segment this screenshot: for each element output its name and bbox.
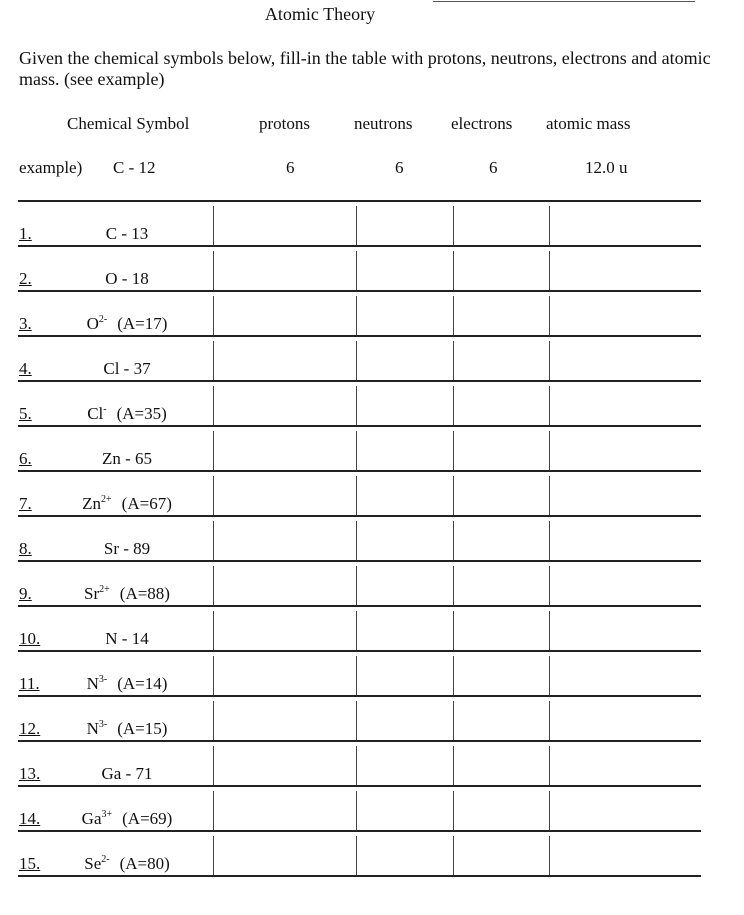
answer-cell-divider	[356, 341, 357, 380]
answer-cell-divider	[549, 746, 550, 785]
answer-cell-divider	[549, 476, 550, 515]
answer-cell-divider	[453, 611, 454, 650]
row-rule	[18, 560, 701, 562]
answer-cell-divider	[549, 431, 550, 470]
answer-cell-divider	[549, 791, 550, 830]
element-text: Sr - 89	[103, 539, 151, 558]
row-rule	[18, 515, 701, 517]
ion-charge: 2-	[101, 854, 110, 865]
row-number-text: 9.	[19, 584, 32, 603]
row-rule	[18, 425, 701, 427]
element-text: C - 13	[105, 224, 149, 243]
element-text: Zn - 65	[101, 449, 153, 468]
row-rule	[18, 695, 701, 697]
instructions: Given the chemical symbols below, fill-in the table with protons, neutrons, electrons and atomic mass. (see example)	[19, 48, 711, 89]
chemical-symbol	[37, 584, 217, 604]
element-text: Se	[84, 854, 102, 873]
column-header-electrons: electrons	[451, 114, 513, 133]
answer-cell-divider	[549, 206, 550, 245]
row-rule	[18, 380, 701, 382]
row-number	[19, 539, 32, 559]
mass-number: (A=14)	[117, 674, 168, 693]
answer-cell-divider	[549, 521, 550, 560]
chemical-symbol	[37, 629, 217, 649]
row-number	[19, 584, 32, 604]
answer-cell-divider	[453, 521, 454, 560]
element-text: Ga - 71	[101, 764, 153, 783]
element-text: Cl	[87, 404, 104, 423]
answer-cell-divider	[549, 611, 550, 650]
answer-cell-divider	[549, 296, 550, 335]
row-rule	[18, 200, 701, 202]
ion-charge: 3-	[98, 719, 108, 730]
ion-charge: 2+	[101, 494, 112, 505]
mass-number: (A=88)	[119, 584, 170, 603]
row-number-text: 1.	[19, 224, 32, 243]
answer-cell-divider	[356, 836, 357, 875]
element-text: N - 14	[105, 629, 149, 648]
column-header-neutrons: neutrons	[354, 114, 413, 133]
answer-cell-divider	[356, 296, 357, 335]
answer-cell-divider	[453, 566, 454, 605]
mass-number: (A=80)	[119, 854, 170, 873]
answer-cell-divider	[453, 791, 454, 830]
answer-cell-divider	[356, 206, 357, 245]
answer-cell-divider	[453, 701, 454, 740]
row-number-text: 11.	[19, 674, 40, 693]
element-text: O	[86, 314, 99, 333]
row-number-text: 8.	[19, 539, 32, 558]
example-label: example)	[19, 158, 83, 177]
row-number-text: 2.	[19, 269, 32, 288]
answer-cell-divider	[549, 656, 550, 695]
element-text: O - 18	[105, 269, 149, 288]
answer-cell-divider	[356, 386, 357, 425]
answer-cell-divider	[356, 746, 357, 785]
row-rule	[18, 290, 701, 292]
row-rule	[18, 245, 701, 247]
example-mass: 12.0 u	[585, 158, 628, 177]
ion-charge: 2-	[98, 314, 108, 325]
row-rule	[18, 335, 701, 337]
column-header-protons: protons	[259, 114, 310, 133]
example-electrons: 6	[489, 158, 498, 177]
element-text: Cl - 37	[103, 359, 151, 378]
top-rule	[433, 1, 695, 2]
answer-cell-divider	[549, 251, 550, 290]
row-number	[19, 314, 32, 334]
answer-cell-divider	[549, 836, 550, 875]
answer-cell-divider	[453, 836, 454, 875]
row-number	[19, 449, 32, 469]
chemical-symbol	[37, 494, 217, 514]
chemical-symbol	[37, 269, 217, 289]
element-text: N	[86, 719, 99, 738]
answer-cell-divider	[453, 431, 454, 470]
answer-cell-divider	[356, 476, 357, 515]
row-rule	[18, 785, 701, 787]
answer-cell-divider	[549, 566, 550, 605]
row-number-text: 3.	[19, 314, 32, 333]
chemical-symbol	[37, 314, 217, 334]
answer-cell-divider	[453, 476, 454, 515]
row-number-text: 10.	[19, 629, 41, 648]
answer-cell-divider	[453, 341, 454, 380]
answer-cell-divider	[356, 431, 357, 470]
chemical-symbol	[37, 404, 217, 424]
row-number	[19, 359, 32, 379]
example-protons: 6	[286, 158, 295, 177]
chemical-symbol	[37, 854, 217, 874]
ion-charge: 3+	[101, 809, 113, 820]
answer-cell-divider	[356, 251, 357, 290]
row-number-text: 12.	[19, 719, 41, 738]
example-symbol: C - 12	[113, 158, 156, 177]
answer-cell-divider	[549, 341, 550, 380]
answer-cell-divider	[453, 206, 454, 245]
row-number-text: 6.	[19, 449, 32, 468]
chemical-symbol	[37, 224, 217, 244]
element-text: N	[86, 674, 99, 693]
chemical-symbol	[37, 359, 217, 379]
row-rule	[18, 740, 701, 742]
row-number-text: 5.	[19, 404, 32, 423]
row-rule	[18, 470, 701, 472]
element-text: Sr	[84, 584, 100, 603]
mass-number: (A=15)	[117, 719, 168, 738]
row-number-text: 13.	[19, 764, 41, 783]
ion-charge: 3-	[98, 674, 108, 685]
row-number-text: 7.	[19, 494, 32, 513]
ion-charge: -	[103, 404, 107, 415]
row-rule	[18, 650, 701, 652]
answer-cell-divider	[356, 521, 357, 560]
answer-cell-divider	[356, 701, 357, 740]
answer-cell-divider	[356, 791, 357, 830]
mass-number: (A=17)	[117, 314, 168, 333]
row-number	[19, 494, 32, 514]
answer-cell-divider	[356, 656, 357, 695]
answer-cell-divider	[549, 386, 550, 425]
chemical-symbol	[37, 449, 217, 469]
row-number-text: 4.	[19, 359, 32, 378]
example-neutrons: 6	[395, 158, 404, 177]
element-text: Zn	[82, 494, 102, 513]
chemical-symbol	[37, 809, 217, 829]
mass-number: (A=69)	[122, 809, 173, 828]
row-number	[19, 269, 32, 289]
answer-cell-divider	[453, 746, 454, 785]
column-header-symbol: Chemical Symbol	[67, 114, 190, 133]
answer-cell-divider	[453, 656, 454, 695]
chemical-symbol	[37, 539, 217, 559]
page-title: Atomic Theory	[264, 4, 376, 24]
answer-cell-divider	[356, 566, 357, 605]
answer-cell-divider	[549, 701, 550, 740]
column-header-atomic-mass: atomic mass	[546, 114, 631, 133]
element-text: Ga	[81, 809, 102, 828]
answer-cell-divider	[453, 386, 454, 425]
chemical-symbol	[37, 719, 217, 739]
mass-number: (A=35)	[116, 404, 167, 423]
chemical-symbol	[37, 764, 217, 784]
chemical-symbol	[37, 674, 217, 694]
answer-cell-divider	[453, 296, 454, 335]
row-number-text: 15.	[19, 854, 41, 873]
answer-cell-divider	[356, 611, 357, 650]
row-rule	[18, 830, 701, 832]
row-number-text: 14.	[19, 809, 41, 828]
row-number	[19, 404, 32, 424]
row-rule	[18, 605, 701, 607]
row-number	[19, 224, 32, 244]
mass-number: (A=67)	[121, 494, 172, 513]
answer-cell-divider	[453, 251, 454, 290]
ion-charge: 2+	[99, 584, 110, 595]
row-rule	[18, 875, 701, 877]
